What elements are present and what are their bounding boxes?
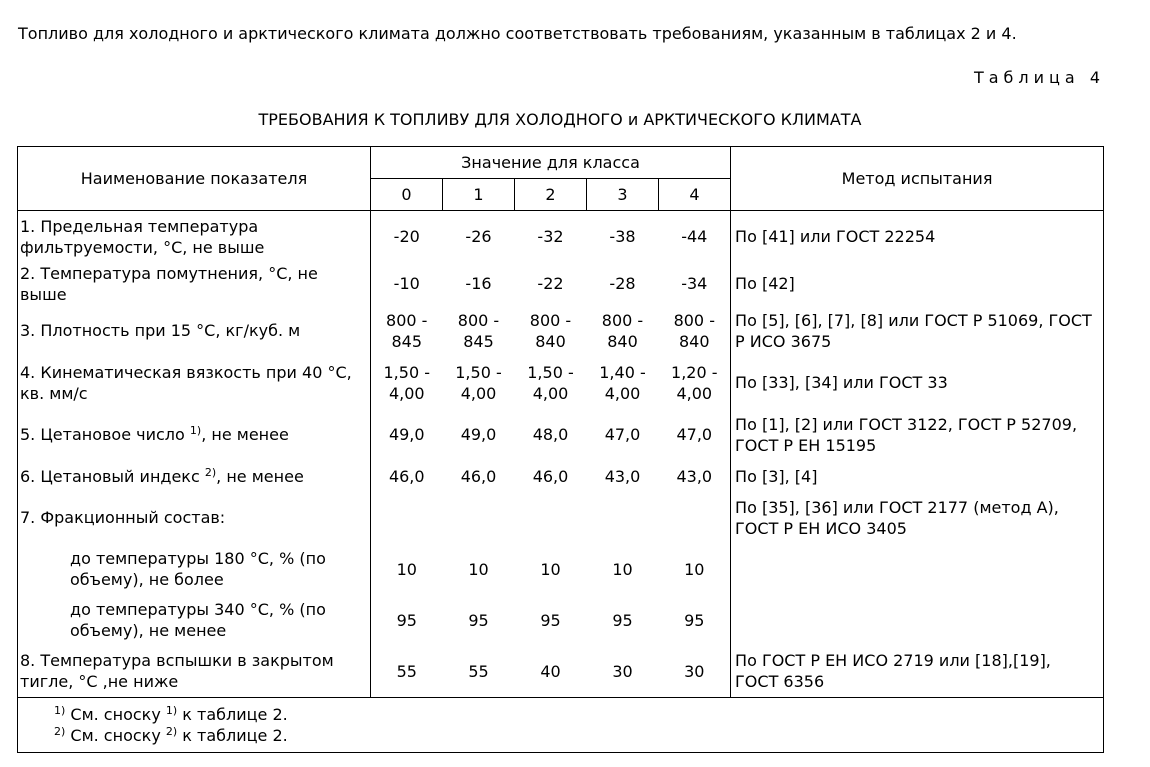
row-value: 10 (612, 559, 633, 579)
row-value (659, 492, 731, 544)
row-method: По [33], [34] или ГОСТ 33 (731, 357, 1104, 409)
row-value: 800 - 840 (529, 310, 572, 351)
row-value: 47,0 (676, 425, 713, 444)
header-class-1: 1 (443, 179, 515, 211)
table-number: Таблица 4 (973, 68, 1105, 87)
row-name: до температуры 340 °C, % (по объему), не менее (18, 595, 371, 646)
row-value: 30 (587, 646, 659, 698)
row-name-suffix: , не менее (201, 425, 289, 444)
table-row (18, 211, 1104, 263)
row-value (443, 492, 515, 544)
row-value: 46,0 (532, 466, 569, 486)
row-value: 40 (515, 646, 587, 698)
row-value: 46,0 (460, 466, 497, 486)
row-method: По [5], [6], [7], [8] или ГОСТ Р 51069, ГОСТ Р ИСО 3675 (731, 305, 1104, 357)
row-value: 49,0 (460, 425, 497, 444)
row-value: -22 (537, 274, 564, 293)
header-class-group: Значение для класса (371, 147, 731, 179)
footnotes (18, 698, 1104, 753)
row-value: 55 (371, 646, 443, 698)
footnote-text-end: к таблице 2. (177, 705, 288, 724)
footnotes-row (18, 698, 1104, 753)
row-value: -10 (371, 263, 443, 305)
requirements-table (17, 146, 1104, 753)
row-value (515, 492, 587, 544)
footnote-ref: 2) (204, 465, 217, 479)
row-value: 30 (659, 646, 731, 698)
row-value: 95 (684, 610, 705, 630)
row-value: 800 - 845 (457, 310, 500, 351)
table-row (18, 646, 1104, 698)
header-class-3: 3 (587, 179, 659, 211)
row-value: 95 (371, 595, 443, 646)
row-method: По [41] или ГОСТ 22254 (731, 211, 1104, 263)
footnote (54, 704, 1103, 725)
table-row (18, 544, 1104, 595)
row-value: 46,0 (371, 461, 443, 492)
table-row (18, 357, 1104, 409)
row-value: 95 (612, 610, 633, 630)
footnote-text-end: к таблице 2. (177, 726, 288, 745)
footnote-text: См. сноску (70, 705, 166, 724)
row-name-text: 5. Цетановое число (20, 425, 190, 444)
row-value: -32 (537, 227, 564, 247)
row-value: 10 (371, 544, 443, 595)
table-row (18, 409, 1104, 461)
row-value: 1,50 - 4,00 (455, 362, 502, 403)
row-value: 47,0 (604, 425, 641, 444)
footnote-text: См. сноску (70, 726, 166, 745)
row-name: 8. Температура вспышки в закрытом тигле, °C ,не ниже (18, 646, 371, 698)
table-row (18, 461, 1104, 492)
row-value: 55 (443, 646, 515, 698)
row-name (18, 461, 371, 492)
row-method (731, 595, 1104, 646)
row-value: 49,0 (371, 409, 443, 461)
row-value: 800 - 845 (371, 305, 443, 357)
header-name: Наименование показателя (18, 147, 371, 211)
header-class-4: 4 (659, 179, 731, 211)
row-value: 1,50 - 4,00 (371, 357, 443, 409)
row-method: По [42] (731, 263, 1104, 305)
table-row (18, 595, 1104, 646)
row-name (18, 409, 371, 461)
row-value: 48,0 (532, 425, 569, 444)
table-title: ТРЕБОВАНИЯ К ТОПЛИВУ ДЛЯ ХОЛОДНОГО и АРКТИЧЕСКОГО КЛИМАТА (258, 110, 862, 129)
footnote-mark: 2) (54, 725, 66, 738)
row-value: -20 (371, 211, 443, 263)
row-value: 1,20 - 4,00 (671, 362, 718, 403)
row-value: -28 (609, 274, 636, 293)
row-value: -26 (465, 227, 492, 247)
table-header-row (18, 147, 1104, 179)
row-method (731, 544, 1104, 595)
row-name-suffix: , не менее (216, 466, 304, 486)
table-row (18, 492, 1104, 544)
footnote-mark: 1) (54, 704, 66, 717)
row-method: По [35], [36] или ГОСТ 2177 (метод А), ГОСТ Р ЕН ИСО 3405 (731, 492, 1104, 544)
footnote-ref: 1) (189, 424, 202, 437)
table-row (18, 263, 1104, 305)
row-method: По ГОСТ Р ЕН ИСО 2719 или [18],[19], ГОСТ 6356 (731, 646, 1104, 698)
row-name-text: 6. Цетановый индекс (20, 466, 205, 486)
row-value: -44 (681, 227, 708, 247)
row-method: По [1], [2] или ГОСТ 3122, ГОСТ Р 52709, ГОСТ Р ЕН 15195 (731, 409, 1104, 461)
footnote-ref: 2) (165, 725, 178, 738)
row-value: -34 (681, 274, 708, 293)
row-value: -16 (465, 274, 492, 293)
row-value: 800 - 840 (673, 310, 715, 351)
row-value: 43,0 (604, 466, 641, 486)
row-method: По [3], [4] (731, 461, 1104, 492)
table-row (18, 305, 1104, 357)
row-value: 10 (540, 559, 561, 579)
header-class-0: 0 (371, 179, 443, 211)
row-value: 10 (684, 559, 705, 579)
row-name: 3. Плотность при 15 °C, кг/куб. м (18, 305, 371, 357)
row-value: 800 - 840 (601, 310, 644, 351)
intro-paragraph: Топливо для холодного и арктического климата должно соответствовать требованиям, указанным в таблицах 2 и 4. (18, 24, 1017, 43)
row-name: 2. Температура помутнения, °C, не выше (18, 263, 371, 305)
row-value (587, 492, 659, 544)
row-value: -38 (609, 227, 636, 247)
row-value: 1,50 - 4,00 (527, 362, 574, 403)
header-class-2: 2 (515, 179, 587, 211)
row-value: 10 (468, 559, 489, 579)
row-name: 4. Кинематическая вязкость при 40 °C, кв. мм/с (18, 357, 371, 409)
footnote-ref: 1) (165, 704, 178, 717)
row-value: 1,40 - 4,00 (599, 362, 646, 403)
row-name: 7. Фракционный состав: (18, 492, 371, 544)
row-name: до температуры 180 °C, % (по объему), не более (18, 544, 371, 595)
row-value (371, 492, 443, 544)
row-value: 43,0 (676, 466, 713, 486)
row-value: 95 (468, 610, 489, 630)
header-method: Метод испытания (731, 147, 1104, 211)
footnote (54, 725, 1103, 746)
row-name: 1. Предельная температура фильтруемости, °C, не выше (18, 211, 371, 263)
row-value: 95 (540, 610, 561, 630)
